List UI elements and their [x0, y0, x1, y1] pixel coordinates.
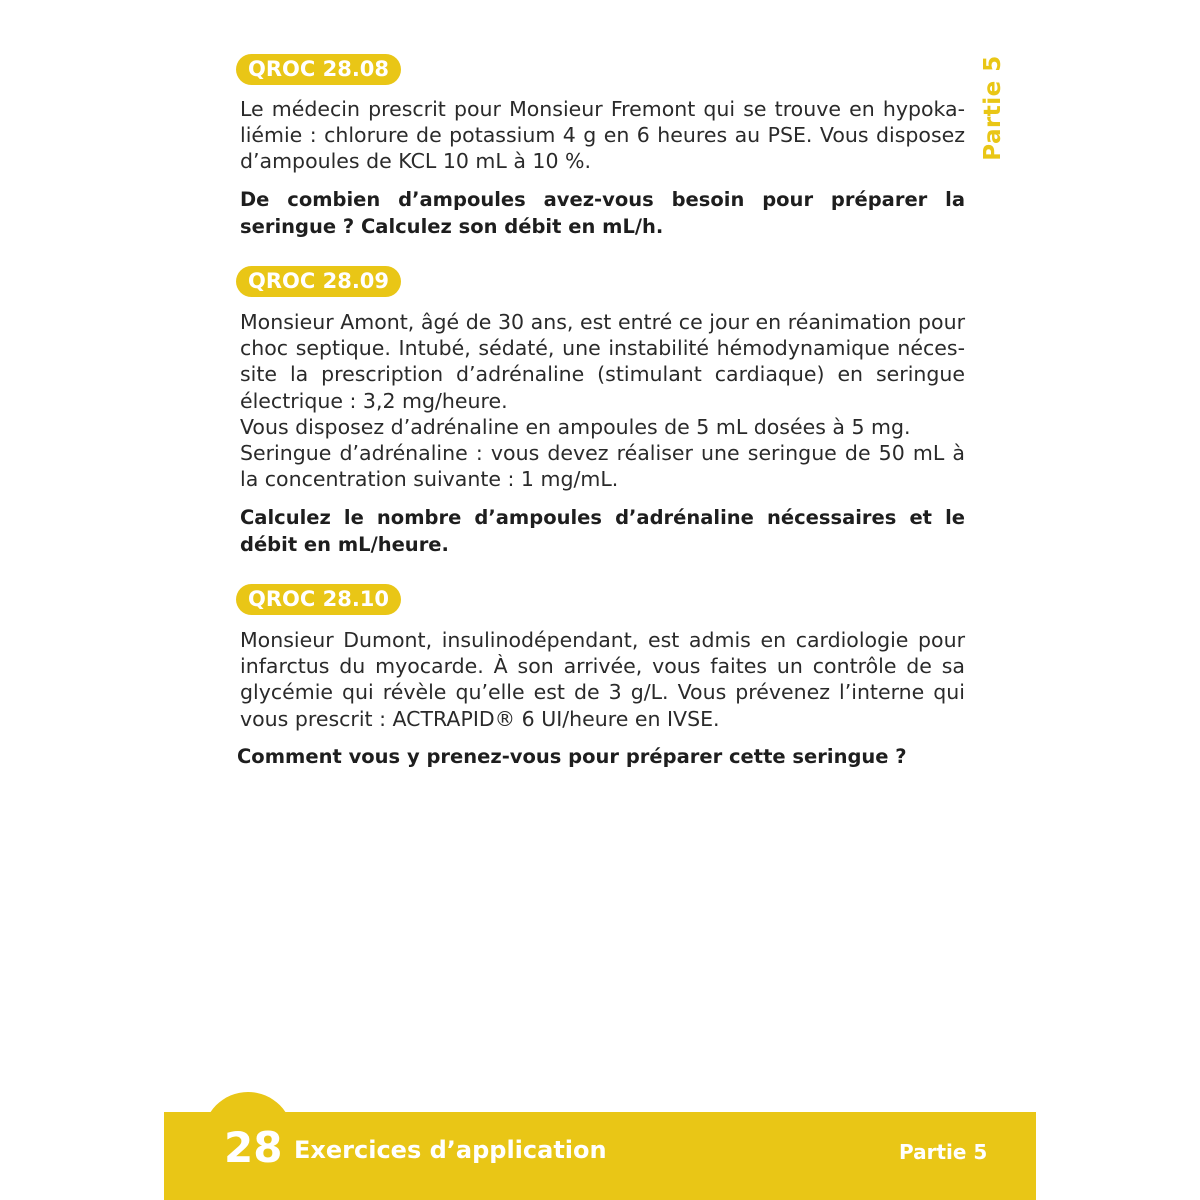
- statement-line: infarctus du myocarde. À son arrivée, vous faites un contrôle de sa: [240, 654, 965, 679]
- statement-line: Monsieur Amont, âgé de 30 ans, est entré ce jour en réanimation pour: [240, 310, 965, 334]
- side-part-label: Partie 5: [980, 55, 1006, 161]
- exercise-badge: QROC 28.09: [236, 266, 401, 297]
- statement-line: la concentration suivante : 1 mg/mL.: [240, 467, 619, 492]
- statement-line: d’ampoules de KCL 10 mL à 10 %.: [240, 149, 592, 174]
- exercise-badge: QROC 28.08: [236, 54, 401, 85]
- exercise-question: Calculez le nombre d’ampoules d’adrénaline nécessaires et le débit en mL/heure.: [240, 506, 965, 556]
- exercise-statement: [240, 96, 965, 175]
- exercise-question: De combien d’ampoules avez-vous besoin pour préparer la seringue ? Calculez son débit en mL/h.: [240, 188, 965, 238]
- exercise-statement: [240, 309, 965, 492]
- statement-line: choc septique. Intubé, sédaté, une instabilité hémodynamique néces-: [240, 336, 965, 361]
- statement-line: Le médecin prescrit pour Monsieur Fremont qui se trouve en hypoka-: [240, 97, 965, 121]
- statement-line: électrique : 3,2 mg/heure.: [240, 388, 508, 413]
- exercise-statement: [240, 627, 965, 732]
- page-number: 28: [224, 1123, 283, 1172]
- chapter-title: Exercices d’application: [294, 1136, 607, 1164]
- statement-line: Monsieur Dumont, insulinodépendant, est admis en cardiologie pour: [240, 628, 965, 652]
- statement-line: Seringue d’adrénaline : vous devez réaliser une seringue de 50 mL à: [240, 441, 965, 466]
- exercise-badge: QROC 28.10: [236, 584, 401, 615]
- statement-line: liémie : chlorure de potassium 4 g en 6 heures au PSE. Vous disposez: [240, 123, 965, 148]
- statement-line: vous prescrit : ACTRAPID® 6 UI/heure en IVSE.: [240, 706, 720, 731]
- exercise-question: Comment vous y prenez-vous pour préparer cette seringue ?: [237, 745, 907, 768]
- statement-line: glycémie qui révèle qu’elle est de 3 g/L. Vous prévenez l’interne qui: [240, 680, 965, 705]
- statement-line: site la prescription d’adrénaline (stimulant cardiaque) en seringue: [240, 362, 965, 387]
- statement-line: Vous disposez d’adrénaline en ampoules de 5 mL dosées à 5 mg.: [240, 414, 911, 439]
- footer-part-label: Partie 5: [899, 1140, 988, 1164]
